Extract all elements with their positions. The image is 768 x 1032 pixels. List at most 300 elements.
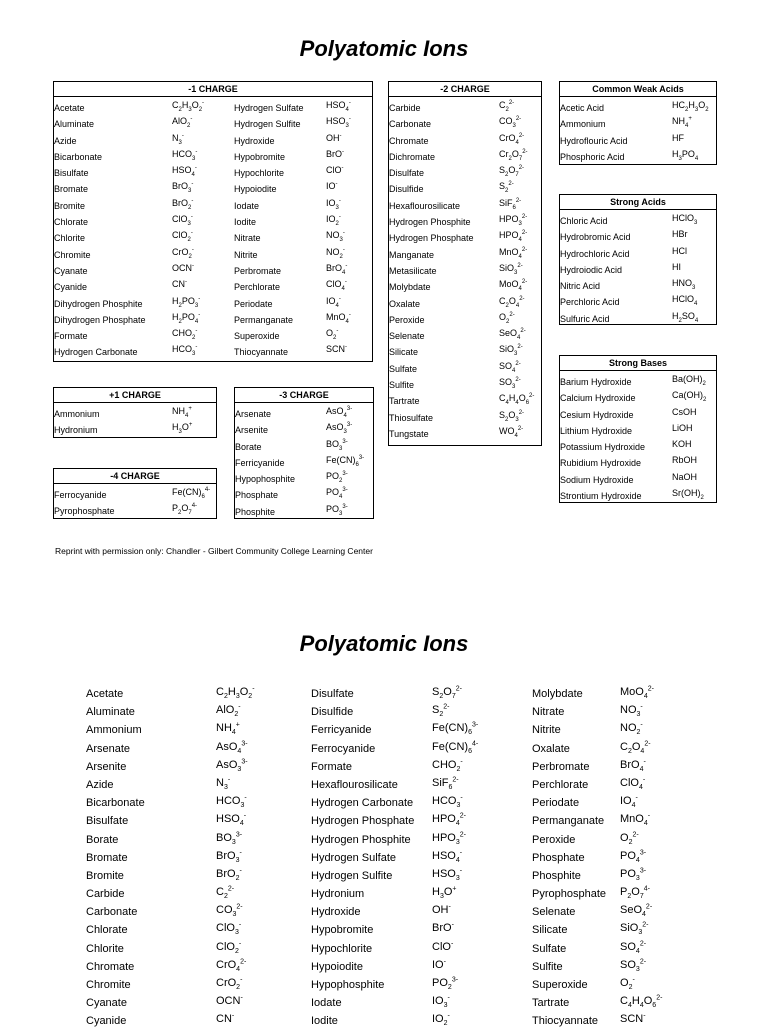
ion-name: Dihydrogen Phosphite [54,298,143,309]
ion-formula: $PO_4^{3-}$ [326,487,348,501]
ion-name: Perchlorate [532,778,589,791]
ion-name: Sulfuric Acid [560,313,610,324]
ion-formula: MnO$_4$- [326,311,351,325]
ion-row [389,409,541,425]
ion-row [54,132,234,148]
ion-formula: $NO_3^-$ [620,703,643,719]
ion-formula: AsO$_4^{3-}$ [216,739,248,755]
ion-formula: $S_2O_7^{2-}$ [432,685,462,701]
ion-name: Arsenate [86,742,131,755]
ion-name: Lithium Hydroxide [560,425,633,436]
ion-formula: BrO$_4$- [326,262,348,276]
ion-row [560,277,716,293]
ion-row [235,421,373,437]
ion-row [54,148,234,164]
ion-formula: $HC_2H_3O_2$ [672,100,709,113]
ion-name: Sulfite [532,960,563,973]
ion-row [54,99,234,115]
ion-formula: $C_2O_4^{2-}$ [499,295,525,309]
strong-bases-table [559,355,717,503]
ion-formula: $HPO_3^{2-}$ [499,214,528,227]
ion-formula: $PO_2^{3-}$ [432,976,459,992]
ion-row [560,389,716,405]
ion-formula: AsO$_3^{3-}$ [216,758,248,773]
ion-row [389,99,541,115]
ion-formula: $HSO_4^-$ [172,165,197,178]
ion-name: Periodate [532,797,580,810]
ion-name: Hypochlorite [311,942,373,955]
ion-row [389,295,541,311]
ion-name: Hydroflouric Acid [560,135,628,146]
ion-formula: CrO$_2$- [216,976,243,992]
ion-name: Oxalate [532,742,570,755]
plus1-charge-table [53,387,217,438]
ion-formula: SeO$_4^{2-}$ [620,903,653,919]
ion-name: Borate [235,441,262,452]
ion-name: Ferrocyanide [311,742,376,755]
ion-name: Hydrogen Carbonate [311,797,414,810]
ion-formula: BrO$_3$- [172,181,194,195]
ion-formula: $C_2H_3O_2^-$ [172,100,205,113]
ion-row [234,262,372,278]
ion-name: Hydroiodic Acid [560,264,623,275]
ion-row [234,343,372,359]
ion-name: Tungstate [389,428,429,439]
ion-row [389,246,541,262]
ion-formula: SeO$_4^{2-}$ [499,328,526,341]
ion-formula: $PO_2^{3-}$ [326,471,348,484]
ion-row [234,229,372,245]
ion-name: Hydrogen Carbonate [54,347,138,358]
ion-name: Chromate [389,135,429,146]
ion-formula: $H_2PO_3^-$ [172,295,201,309]
ion-name: Cyanide [54,282,88,293]
ion-row [235,405,373,421]
ion-formula: $HSO_4^-$ [216,812,247,828]
weak-acids-column [560,99,716,164]
ion-name: Ammonium [560,119,606,130]
ion-formula: CN- [216,1012,235,1026]
ion-row [54,278,234,294]
minus4-column [54,486,216,519]
ion-name: Periodate [234,298,273,309]
ion-formula: ClO$_4$- [326,279,347,293]
ion-row [560,228,716,244]
ion-formula: $Fe(CN)_6^{3-}$ [326,454,365,468]
ion-formula: OCN- [172,262,194,273]
ion-name: Azide [54,135,77,146]
ion-formula: $IO_2^-$ [432,1012,450,1028]
ion-name: Hydronium [311,888,365,901]
strong-bases-header: Strong Bases [560,356,716,371]
ion-name: Hydrogen Phosphate [311,815,415,828]
ion-formula: BrO- [326,148,345,159]
ion-formula: $C_2O_4^{2-}$ [620,739,651,755]
minus1-left-column [54,99,234,360]
ion-name: Dihydrogen Phosphate [54,314,146,325]
ion-name: Hexaflourosilicate [311,778,398,791]
ion-name: Acetic Acid [560,103,605,113]
ion-formula: ClO$_2$- [216,939,242,955]
ion-name: Nitrate [532,706,565,719]
ion-name: Disulfide [311,706,354,719]
ion-formula: $HCO_3^-$ [172,148,198,162]
ion-formula: CrO$_4^{2-}$ [499,132,525,146]
ion-formula: $Cr_2O_7^{2-}$ [499,148,528,162]
ion-name: Bicarbonate [86,797,145,810]
ion-row [234,197,372,213]
ion-name: Formate [311,760,352,773]
ion-formula: OH- [432,903,451,917]
ion-row [389,180,541,196]
ion-formula: $Fe(CN)_6^{4-}$ [432,739,479,755]
ion-row [235,470,373,486]
ion-formula: $O_2^-$ [620,976,635,992]
ion-name: Ferricyanide [311,724,372,737]
ion-name: Hydroxide [234,135,275,146]
ion-formula: AlO$_2$- [216,703,241,719]
ion-name: Pyrophosphate [54,506,115,517]
ion-row [234,148,372,164]
ion-name: Aluminate [54,119,95,130]
ion-name: Oxalate [389,298,421,309]
ion-name: Perchlorate [234,282,281,293]
ion-name: Formate [54,331,88,342]
ion-formula: SiO$_3^{2-}$ [620,921,649,937]
ion-row [389,213,541,229]
ion-formula: HBr [672,229,688,240]
ion-formula: $C_2^{2-}$ [499,100,515,113]
ion-formula: $HPO_3^{2-}$ [432,830,466,846]
ion-name: Nitrite [234,249,258,260]
ion-formula: $N_3^-$ [172,132,184,146]
ion-name: Pyrophosphate [532,888,606,901]
ion-name: Barium Hydroxide [560,377,632,387]
ion-formula: $HPO_4^{2-}$ [432,812,466,828]
ion-name: Thiocyannate [532,1015,599,1028]
ion-formula: SCN- [326,344,348,355]
ion-formula: ClO$_2$- [172,230,193,244]
ion-name: Rubidium Hydroxide [560,458,642,469]
ion-formula: AsO$_3^{3-}$ [326,422,353,436]
ion-row [389,278,541,294]
ion-formula: HF [672,132,684,143]
ion-name: Ferricyanide [235,457,285,468]
ion-name: Phosphite [532,869,581,882]
weak-acids-header: Common Weak Acids [560,82,716,97]
ion-name: Hypophosphite [235,474,296,485]
ion-name: Cyanide [86,1015,127,1028]
ion-formula: $HSO_4^-$ [326,100,351,113]
ion-formula: ClO- [432,939,454,953]
ion-formula: $NO_2^-$ [620,721,643,737]
ion-row [560,293,716,309]
ion-name: Chlorite [86,942,124,955]
ion-name: Permanganate [234,314,294,325]
ion-name: Carbide [389,103,421,113]
ion-formula: $NH_4^+$ [216,721,240,737]
ion-formula: CsOH [672,406,697,417]
ion-name: Cesium Hydroxide [560,409,634,420]
ion-formula: HClO$_3$ [672,213,698,226]
ion-name: Hypobromite [234,151,286,162]
ion-row [560,373,716,389]
ion-name: Disulfate [389,168,425,179]
ion-formula: $HSO_3^-$ [432,867,463,883]
ion-name: Hydrogen Phosphite [311,833,411,846]
ion-name: Hypobromite [311,924,374,937]
ion-formula: $HCO_3^-$ [432,794,463,810]
ion-formula: NaOH [672,471,698,482]
ion-row [234,115,372,131]
ion-row [389,360,541,376]
ion-name: Thiocyannate [234,347,289,358]
ion-formula: $N_3^-$ [216,776,231,792]
ion-formula: $SO_4^{2-}$ [620,939,647,955]
ion-formula: MnO$_4$- [620,812,651,828]
ion-formula: $CHO_2^-$ [172,328,198,341]
ion-name: Manganate [389,249,435,260]
ion-name: Borate [86,833,119,846]
ion-row [389,376,541,392]
ion-name: Arsenite [235,425,269,436]
ion-name: Bromate [86,851,128,864]
ion-name: Chloric Acid [560,216,608,226]
ion-row [54,262,234,278]
ion-formula: $P_2O_7^{4-}$ [620,885,650,901]
ion-row [389,229,541,245]
ion-name: Sulfate [532,942,567,955]
ion-formula: $CHO_2^-$ [432,758,463,773]
ion-row [54,180,234,196]
ion-row [54,213,234,229]
ion-row [560,310,716,326]
ion-row [234,180,372,196]
ion-formula: $Ca(OH)_2$ [672,390,707,404]
ion-row [389,262,541,278]
ion-formula: SiO$_3^{2-}$ [499,262,523,276]
ion-name: Superoxide [532,979,588,991]
minus1-charge-header: -1 CHARGE [54,82,372,97]
ion-formula: $C_4H_4O_6^{2-}$ [499,393,535,407]
ion-name: Peroxide [532,833,576,846]
ion-name: Acetate [54,103,85,113]
ion-name: Ammonium [86,724,142,737]
ion-name: Iodite [311,1015,338,1028]
ion-formula: HI [672,261,681,272]
ion-name: Silicate [532,924,568,937]
ion-name: Chromate [86,960,135,973]
ion-name: Phosphite [235,506,276,517]
ion-formula: $Fe(CN)_6^{3-}$ [432,721,479,737]
ion-name: Perchloric Acid [560,297,620,308]
ion-formula: $BO_3^{3-}$ [216,830,243,846]
ion-name: Silicate [389,347,419,358]
ion-formula: $WO_4^{2-}$ [499,425,524,439]
ion-formula: BrO$_2$- [172,197,194,211]
ion-name: Bicarbonate [54,151,103,162]
ion-name: Chromite [86,979,131,991]
ion-formula: OCN- [216,994,243,1008]
ion-formula: $S_2^{2-}$ [432,703,450,719]
ion-formula: $Sr(OH)_2$ [672,488,704,501]
ion-name: Hydrogen Phosphate [389,233,474,244]
ion-row [54,486,216,502]
strong-acids-table [559,194,717,325]
ion-name: Cyanate [54,265,88,276]
ion-formula: $SO_4^{2-}$ [499,360,521,374]
ion-row [54,502,216,518]
ion-name: Bromate [54,184,89,195]
ion-name: Selenate [532,906,576,919]
ion-formula: BrO$_4$- [620,758,646,773]
ion-name: Hydrogen Sulfite [311,869,393,882]
ion-name: Potassium Hydroxide [560,442,646,453]
plus1-charge-header: +1 CHARGE [54,388,216,403]
ion-formula: $HSO_3^-$ [326,116,351,130]
ion-name: Permanganate [532,815,605,828]
ion-row [234,213,372,229]
ion-name: Acetate [86,688,124,700]
ion-name: Carbide [86,888,125,901]
ion-name: Selenate [389,331,425,342]
ion-name: Nitrate [234,233,261,244]
ion-name: Molybdate [532,688,583,700]
ion-formula: MoO$_4^{2-}$ [499,279,528,293]
ion-formula: $IO_4^-$ [620,794,638,810]
minus2-column [389,99,541,441]
ion-formula: $HCO_3^-$ [216,794,247,810]
ion-row [234,132,372,148]
ion-formula: $IO_2^-$ [326,214,341,227]
ion-name: Peroxide [389,314,425,325]
ion-name: Bisulfate [86,815,129,828]
ion-row [54,115,234,131]
list-title: Polyatomic Ions [299,631,469,656]
ion-formula: $PO_4^{3-}$ [620,849,647,864]
ion-row [560,132,716,148]
ion-formula: $PO_3^{3-}$ [326,503,348,517]
ion-name: Sulfate [389,363,418,374]
ion-name: Hydrogen Sulfate [234,103,304,113]
ion-name: Cyanate [86,997,127,1010]
ion-row [54,164,234,180]
ion-name: Bromite [54,200,86,211]
ion-name: Superoxide [234,331,280,342]
ion-formula: $P_2O_7^{4-}$ [172,503,198,517]
ion-name: Perbromate [234,265,282,276]
ion-formula: $H_3O^+$ [432,885,457,901]
ion-formula: IO- [326,181,338,192]
ion-row [234,311,372,327]
ion-formula: $HNO_3$ [672,278,696,291]
ion-formula: OH- [326,132,342,143]
ion-row [560,471,716,487]
ion-formula: $S_2^{2-}$ [499,181,514,195]
ion-formula: $IO_4^-$ [326,295,341,309]
ion-formula: HCl [672,245,687,256]
ion-formula: BrO- [432,921,454,935]
ion-formula: $IO_3^-$ [432,994,450,1010]
ion-row [234,164,372,180]
ion-row [560,212,716,228]
ion-name: Carbonate [86,906,138,919]
ion-name: Thiosulfate [389,412,434,423]
ion-formula: $SO_3^{2-}$ [499,377,521,390]
ion-formula: SCN- [620,1012,646,1026]
ion-name: Hypophosphite [311,979,385,991]
ion-name: Tartrate [532,997,570,1010]
ion-name: Sodium Hydroxide [560,474,634,485]
ion-formula: $NH_4^+$ [172,406,192,419]
ion-formula: HClO$_4$ [672,294,698,308]
minus2-charge-header: -2 CHARGE [389,82,541,97]
minus4-charge-header: -4 CHARGE [54,469,216,484]
ion-name: Hydrogen Sulfate [311,851,396,864]
ion-row [560,454,716,470]
ion-name: Nitric Acid [560,281,601,292]
ion-name: Bisulfate [54,168,89,179]
ion-row [560,438,716,454]
ion-formula: $HCO_3^-$ [172,344,198,358]
ion-row [560,115,716,131]
ion-name: Chromite [54,249,91,260]
ion-name: Metasilicate [389,265,437,276]
ion-name: Hexaflourosilicate [389,200,461,211]
ion-formula: $PO_3^{3-}$ [620,867,647,883]
ion-formula: $Ba(OH)_2$ [672,374,706,387]
ion-formula: MnO$_4^{2-}$ [499,246,528,260]
ion-name: Hydrogen Phosphite [389,217,471,228]
ion-formula: $H_3O^+$ [172,422,193,436]
ion-row [389,164,541,180]
ion-row [234,99,372,115]
ion-row [560,487,716,503]
ion-name: Phosphoric Acid [560,151,625,162]
ion-name: Sulfite [389,380,415,391]
ion-name: Chlorite [54,233,86,244]
ion-row [234,295,372,311]
ion-row [389,327,541,343]
ion-formula: RbOH [672,455,698,466]
ion-name: Perbromate [532,760,590,773]
ion-row [235,454,373,470]
ion-formula: CrO$_2$- [172,246,194,260]
ion-formula: $HPO_4^{2-}$ [499,230,528,244]
ion-row [54,295,234,311]
ion-name: Disulfate [311,688,354,700]
ion-row [54,246,234,262]
ion-name: Hydronium [54,425,98,436]
ion-name: Hypoiodite [234,184,277,195]
ion-formula: $NH_4^+$ [672,116,692,130]
ion-row [560,261,716,277]
reprint-credit: Reprint with permission only: Chandler - Gilbert Community College Learning Center [55,546,373,556]
ion-name: Arsenite [86,760,127,773]
ion-name: Calcium Hydroxide [560,393,636,404]
ion-name: Ferrocyanide [54,490,107,500]
ion-formula: LiOH [672,422,693,433]
ion-formula: $NO_2^-$ [326,246,345,260]
minus3-charge-table [234,387,374,519]
ion-name: Hydrogen Sulfite [234,119,301,130]
ion-name: Ammonium [54,409,100,419]
ion-name: Strontium Hydroxide [560,491,642,502]
ion-name: Hydrochloric Acid [560,248,630,259]
page-title: Polyatomic Ions [299,36,469,61]
ion-row [54,197,234,213]
ion-row [54,311,234,327]
